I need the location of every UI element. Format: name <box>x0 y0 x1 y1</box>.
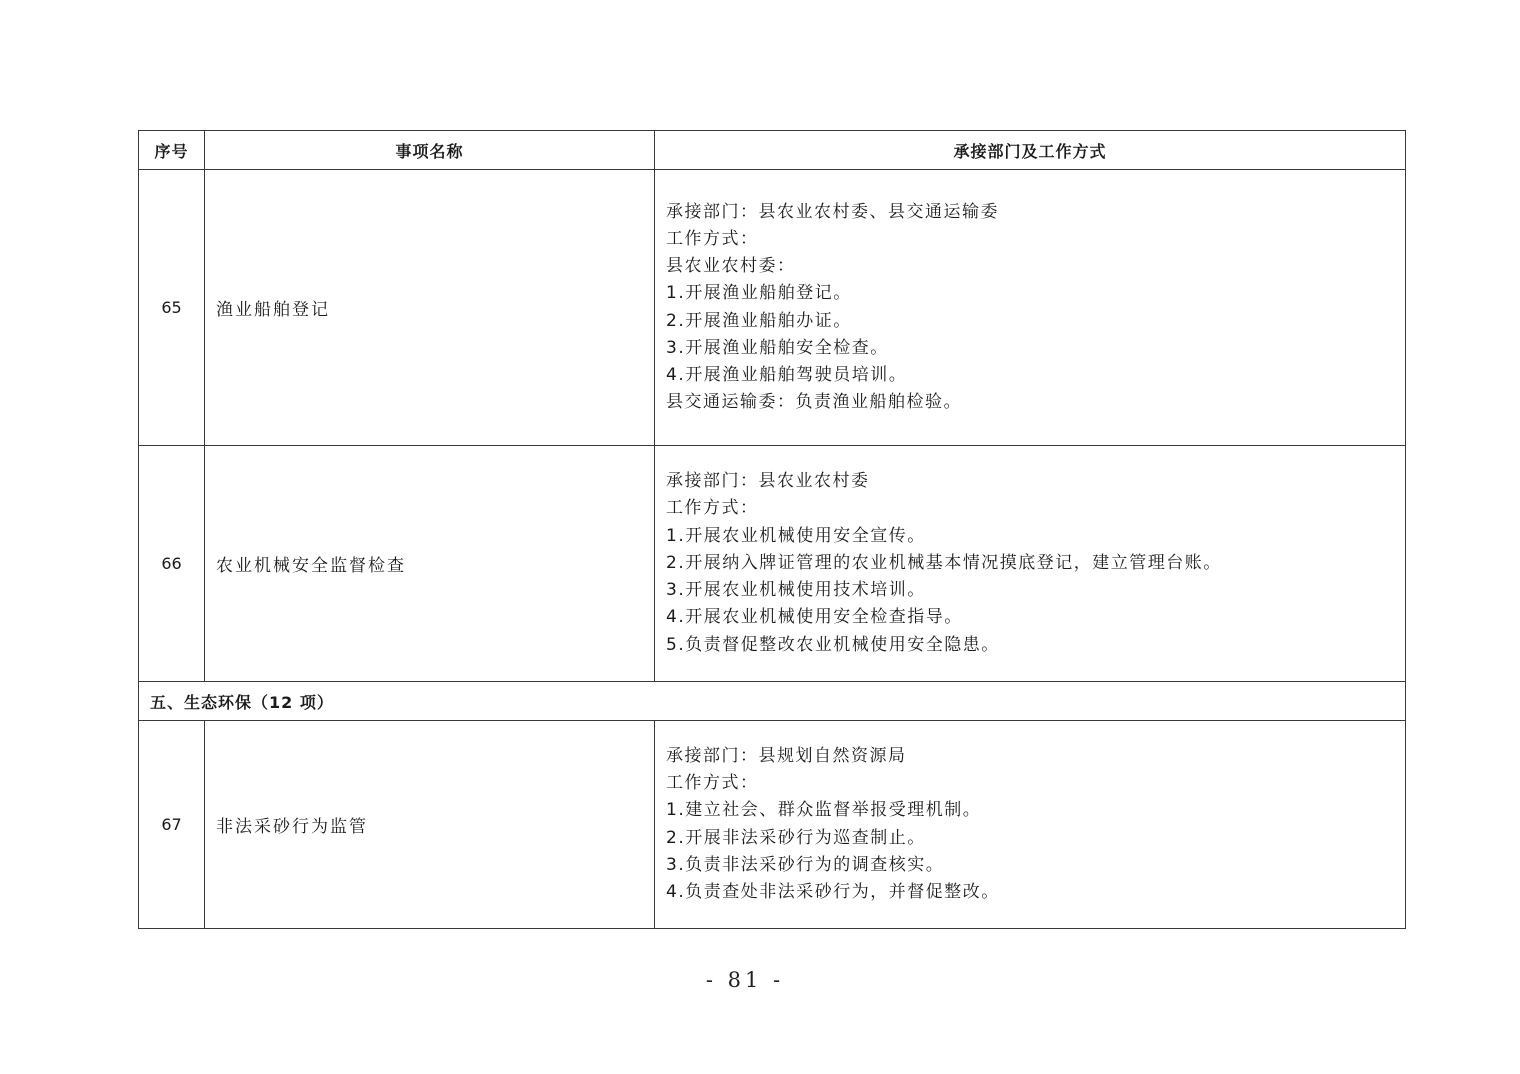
section-row <box>139 682 1406 721</box>
table-header-row <box>139 131 1406 170</box>
dept-line: 4.负责查处非法采砂行为，并督促整改。 <box>666 881 1000 902</box>
dept-line: 1.建立社会、群众监督举报受理机制。 <box>666 800 982 821</box>
table-row <box>139 446 1406 682</box>
row-department-method <box>655 170 1406 446</box>
row-item-name: 渔业船舶登记 <box>205 170 655 446</box>
dept-line: 工作方式： <box>666 498 759 519</box>
dept-line: 4.开展渔业船舶驾驶员培训。 <box>666 364 908 385</box>
row-serial-number: 66 <box>139 446 205 682</box>
dept-line: 承接部门：县农业农村委、县交通运输委 <box>666 201 999 222</box>
matters-table <box>138 130 1406 929</box>
dept-line: 3.开展渔业船舶安全检查。 <box>666 337 889 358</box>
header-item-name: 事项名称 <box>205 131 655 170</box>
dept-line: 1.开展农业机械使用安全宣传。 <box>666 525 926 546</box>
dept-line: 县交通运输委：负责渔业船舶检验。 <box>666 392 962 413</box>
row-department-method <box>655 721 1406 929</box>
dept-line: 承接部门：县农业农村委 <box>666 471 870 492</box>
dept-line: 4.开展农业机械使用安全检查指导。 <box>666 607 963 628</box>
dept-line: 2.开展非法采砂行为巡查制止。 <box>666 827 926 848</box>
dept-line: 县农业农村委： <box>666 256 796 277</box>
row-item-name: 非法采砂行为监管 <box>205 721 655 929</box>
dept-line: 承接部门：县规划自然资源局 <box>666 745 907 766</box>
section-heading: 五、生态环保（12 项） <box>139 682 1406 721</box>
row-item-name: 农业机械安全监督检查 <box>205 446 655 682</box>
dept-line: 工作方式： <box>666 228 759 249</box>
page-number: - 81 - <box>705 968 785 992</box>
table-row <box>139 170 1406 446</box>
row-serial-number: 65 <box>139 170 205 446</box>
dept-line: 3.负责非法采砂行为的调查核实。 <box>666 854 945 875</box>
dept-line: 3.开展农业机械使用技术培训。 <box>666 580 926 601</box>
dept-line: 2.开展渔业船舶办证。 <box>666 310 852 331</box>
dept-line: 2.开展纳入牌证管理的农业机械基本情况摸底登记，建立管理台账。 <box>666 552 1222 573</box>
dept-line: 1.开展渔业船舶登记。 <box>666 283 852 304</box>
row-department-method <box>655 446 1406 682</box>
header-department-method: 承接部门及工作方式 <box>655 131 1406 170</box>
row-serial-number: 67 <box>139 721 205 929</box>
table-row <box>139 721 1406 929</box>
dept-line: 工作方式： <box>666 773 759 794</box>
dept-line: 5.负责督促整改农业机械使用安全隐患。 <box>666 634 1000 655</box>
header-serial-number: 序号 <box>139 131 205 170</box>
